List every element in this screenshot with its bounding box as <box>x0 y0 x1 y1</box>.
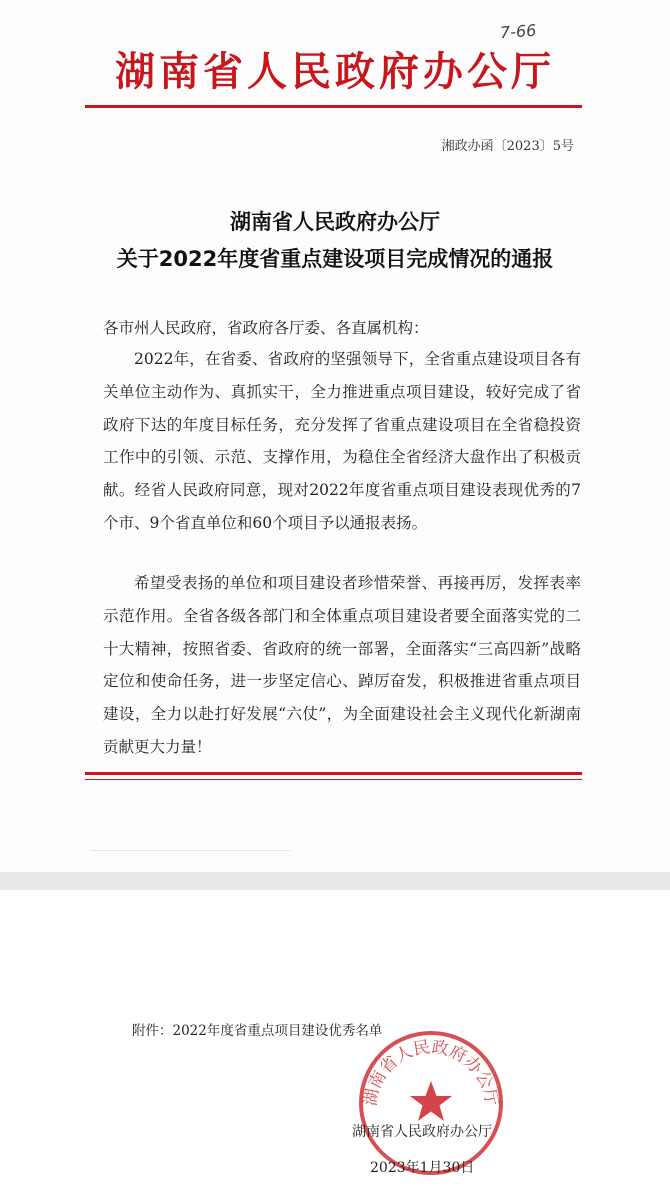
seal-text: 湖南省人民政府办公厅 <box>360 1037 502 1108</box>
masthead-red-rule <box>85 105 582 108</box>
attachment-line: 附件：2022年度省重点项目建设优秀名单 <box>132 1023 383 1039</box>
official-seal <box>356 1028 506 1178</box>
masthead: 湖南省人民政府办公厅 <box>115 49 555 95</box>
doc-title-line-1: 湖南省人民政府办公厅 <box>230 210 440 234</box>
page-gap <box>0 872 670 890</box>
salutation: 各市州人民政府，省政府各厅委、各直属机构： <box>103 319 429 337</box>
handwritten-note: 7-66 <box>499 20 537 43</box>
doc-number: 湘政办函〔2023〕5号 <box>441 139 574 154</box>
footer-red-rule-thin <box>85 779 582 780</box>
footer-red-rule <box>85 772 582 775</box>
seal-star-icon <box>410 1081 452 1121</box>
issue-date: 2023年1月30日 <box>370 1160 475 1176</box>
faint-line <box>90 850 290 851</box>
issuer: 湖南省人民政府办公厅 <box>352 1124 492 1140</box>
doc-title-line-2: 关于2022年度省重点建设项目完成情况的通报 <box>116 247 554 271</box>
body-paragraph-1: 2022年，在省委、省政府的坚强领导下，全省重点建设项目各有关单位主动作为、真抓实干，全力推进重点项目建设，较好完成了省政府下达的年度目标任务，充分发挥了省重点建设项目在全省稳投资工作中的引领、示范、支撑作用，为稳住全省经济大盘作出了积极贡献。经省人民政府同意，现对2022年度省重点项目建设表现优秀的7个市、9个省直单位和60个项目予以通报表扬。 <box>103 350 581 532</box>
body-paragraph-2: 希望受表扬的单位和项目建设者珍惜荣誉、再接再厉，发挥表率示范作用。全省各级各部门和全体重点项目建设者要全面落实党的二十大精神，按照省委、省政府的统一部署，全面落实“三高四新”战略定位和使命任务，进一步坚定信心、踔厉奋发，积极推进省重点项目建设，全力以赴打好发展“六仗”，为全面建设社会主义现代化新湖南贡献更大力量！ <box>103 574 581 756</box>
